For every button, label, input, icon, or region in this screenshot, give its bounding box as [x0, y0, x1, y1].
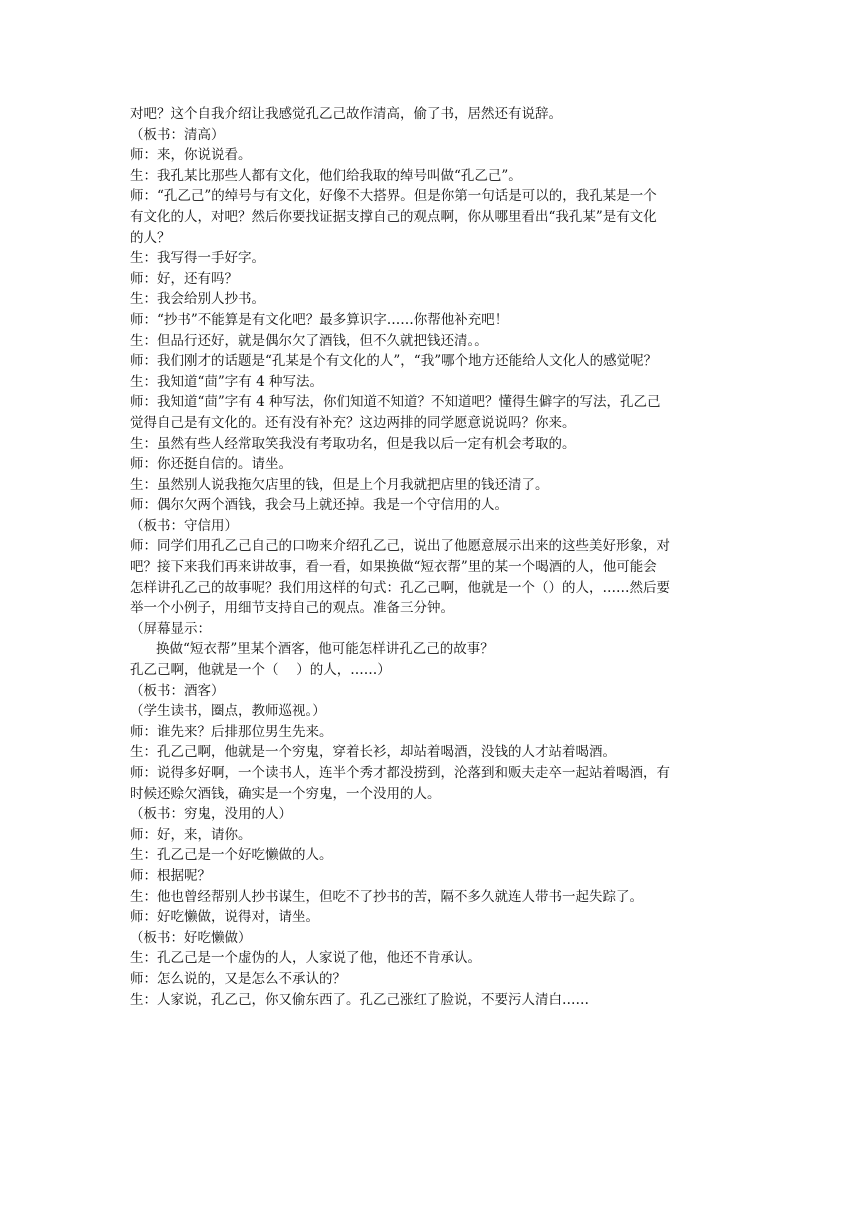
text-line: （板书：清高）	[130, 126, 225, 143]
text-line: 生：人家说，孔乙己，你又偷东西了。孔乙己涨红了脸说，不要污人清白……	[130, 991, 589, 1008]
text-line: （板书：好吃懒做）	[130, 929, 252, 946]
text-line: 生：他也曾经帮别人抄书谋生，但吃不了抄书的苦，隔不多久就连人带书一起失踪了。	[130, 888, 643, 905]
text-line: 时候还赊欠酒钱，确实是一个穷鬼，一个没用的人。	[130, 785, 441, 802]
text-line: 生：孔乙己啊，他就是一个穷鬼，穿着长衫，却站着喝酒，没钱的人才站着喝酒。	[130, 744, 616, 761]
text-line: 师：偶尔欠两个酒钱，我会马上就还掉。我是一个守信用的人。	[130, 497, 508, 514]
text-line: 师：怎么说的，又是怎么不承认的？	[130, 970, 346, 987]
text-line: （屏幕显示：	[130, 620, 211, 637]
text-line: 师：我们刚才的话题是“孔某是个有文化的人”，“我”哪个地方还能给人文化人的感觉呢？	[130, 353, 658, 370]
text-line: 师：说得多好啊，一个读书人，连半个秀才都没捞到，沦落到和贩夫走卒一起站着喝酒，有	[130, 765, 670, 781]
text-line: 孔乙己啊，他就是一个（ ）的人，……）	[130, 662, 391, 679]
text-line: 师：好，还有吗？	[130, 270, 238, 287]
text-line: 师：“孔乙己”的绰号与有文化，好像不大搭界。但是你第一句话是可以的，我孔某是一个	[130, 188, 657, 205]
text-line: （板书：穷鬼，没用的人）	[130, 806, 292, 823]
text-line: 师：根据呢？	[130, 867, 211, 884]
text-line: 师：谁先来？后排那位男生先来。	[130, 723, 333, 740]
text-line: 师：好吃懒做，说得对，请坐。	[130, 909, 319, 926]
text-line: （学生读书，圈点，教师巡视。）	[130, 703, 326, 720]
text-line: 生：虽然有些人经常取笑我没有考取功名，但是我以后一定有机会考取的。	[130, 435, 576, 452]
text-line: 生：孔乙己是一个虚伪的人，人家说了他，他还不肯承认。	[130, 950, 481, 967]
text-line: 师：好，来，请你。	[130, 826, 252, 843]
text-line: 生：孔乙己是一个好吃懒做的人。	[130, 847, 333, 864]
text-line: 师：同学们用孔乙己自己的口吻来介绍孔乙己，说出了他愿意展示出来的这些美好形象，对	[130, 538, 670, 555]
text-line: （板书：酒客）	[130, 682, 225, 699]
text-line: （板书：守信用）	[130, 517, 238, 534]
text-line: 有文化的人，对吧？然后你要找证据支撑自己的观点啊，你从哪里看出“我孔某”是有文化	[130, 208, 657, 225]
text-line: 觉得自己是有文化的。还有没有补充？这边两排的同学愿意说说吗？你来。	[130, 414, 576, 431]
text-line: 生：我写得一手好字。	[130, 250, 265, 267]
text-line: 生：我知道“茴”字有 4 种写法。	[130, 373, 323, 390]
text-line: 怎样讲孔乙己的故事呢？我们用这样的句式：孔乙己啊，他就是一个（）的人，……然后要	[130, 579, 670, 596]
text-line: 生：但品行还好，就是偶尔欠了酒钱，但不久就把钱还清。。	[130, 332, 488, 349]
text-line: 举一个小例子，用细节支持自己的观点。准备三分钟。	[130, 600, 454, 617]
document-body	[130, 104, 734, 1010]
text-line: 的人？	[130, 229, 171, 246]
text-line: 师：来，你说说看。	[130, 147, 252, 164]
text-line: 师：“抄书”不能算是有文化吧？最多算识字……你帮他补充吧！	[130, 311, 509, 328]
text-line: 对吧？这个自我介绍让我感觉孔乙己故作清高，偷了书，居然还有说辞。	[130, 106, 562, 122]
text-line: 换做“短衣帮”里某个酒客，他可能怎样讲孔乙己的故事？	[156, 641, 494, 658]
text-line: 生：我孔某比那些人都有文化，他们给我取的绰号叫做“孔乙己”。	[130, 167, 522, 184]
text-line: 生：虽然别人说我拖欠店里的钱，但是上个月我就把店里的钱还清了。	[130, 476, 549, 493]
text-line: 师：我知道“茴”字有 4 种写法，你们知道不知道？不知道吧？懂得生僻字的写法，孔乙己	[130, 394, 661, 411]
text-line: 师：你还挺自信的。请坐。	[130, 456, 292, 473]
text-line: 生：我会给别人抄书。	[130, 291, 265, 308]
text-line: 吧？接下来我们再来讲故事，看一看，如果换做“短衣帮”里的某一个喝酒的人，他可能会	[130, 559, 657, 576]
